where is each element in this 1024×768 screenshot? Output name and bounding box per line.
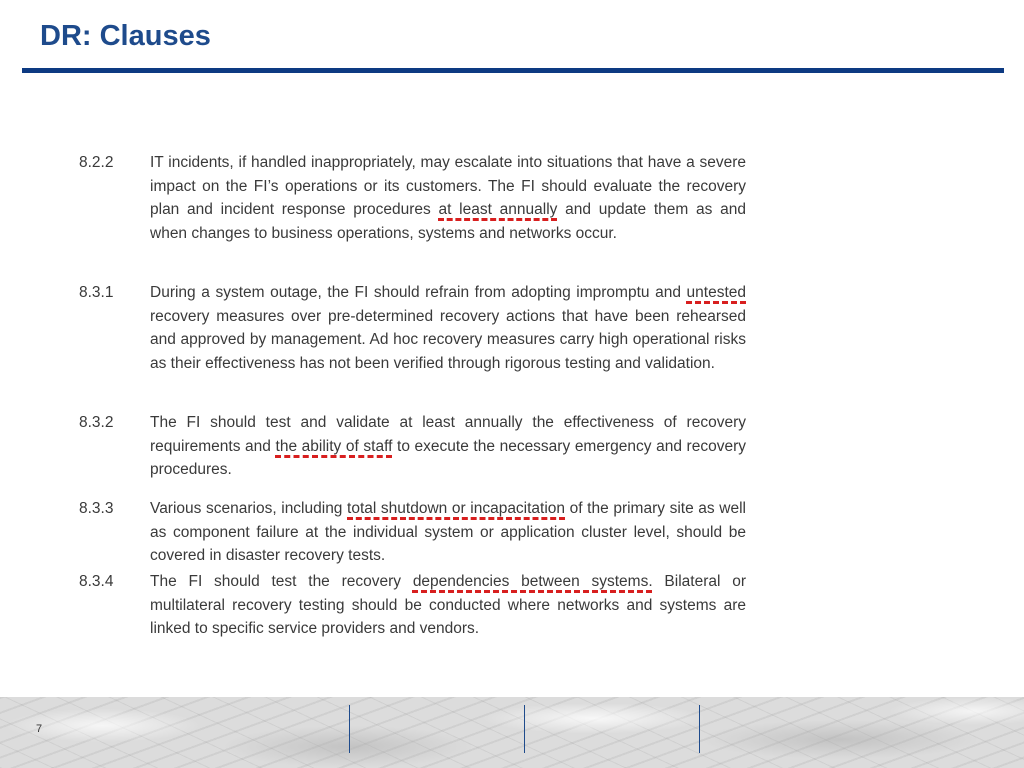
highlighted-phrase: untested (686, 284, 746, 301)
footer-marble-band (0, 697, 1024, 768)
highlighted-phrase: dependencies between systems. (412, 573, 653, 590)
clause-text-segment: recovery measures over pre-determined recovery actions that have been rehearsed and approved by management. Ad hoc recovery measures carry high operational risks as their effectiveness has not been verified through rigorous testing and validation. (150, 307, 746, 372)
clause-number: 8.3.2 (79, 414, 114, 431)
highlighted-phrase: total shutdown or incapacitation (347, 500, 566, 517)
clause-text-segment: and update them as and when changes to business operations, systems and networks occur. (150, 201, 746, 242)
footer-separator (699, 705, 700, 753)
clause-text (150, 497, 746, 568)
clause-text-segment: During a system outage, the FI should refrain from adopting impromptu and (150, 284, 687, 301)
clause-number: 8.3.1 (79, 284, 114, 301)
clause-text-segment: of the primary site as well as component failure at the individual system or application cluster level, should be covered in disaster recovery tests. (150, 500, 746, 564)
clause-number: 8.3.3 (79, 500, 114, 517)
footer-separator (349, 705, 350, 753)
clause-text (150, 151, 746, 245)
clause-text-segment: The FI should test the recovery (150, 573, 413, 590)
clause-text-segment: The FI should test and validate at least annually the effectiveness of recovery requirements and (150, 414, 746, 455)
footer-separator (524, 705, 525, 753)
highlighted-phrase: at least annually (438, 201, 558, 218)
clause-number: 8.3.4 (79, 573, 114, 590)
slide-title: DR: Clauses (40, 20, 211, 52)
title-rule (22, 68, 1004, 73)
clause-text (150, 570, 746, 641)
highlighted-phrase: the ability of staff (275, 437, 393, 455)
clause-text-segment: IT incidents, if handled inappropriately, may escalate into situations that have a severe impact on the FI’s operations or its customers. The FI should evaluate the recovery plan and incident response procedures (150, 154, 746, 218)
page-number: 7 (36, 723, 43, 735)
clause-number: 8.2.2 (79, 154, 114, 171)
clause-text-segment: to execute the necessary emergency and recovery procedures. (150, 437, 746, 478)
clause-text-segment: Bilateral or multilateral recovery testing should be conducted where networks and systems are linked to specific service providers and vendors. (150, 573, 746, 637)
clause-text-segment: Various scenarios, including (150, 500, 348, 517)
clause-text (150, 411, 746, 482)
clause-text (150, 281, 746, 375)
